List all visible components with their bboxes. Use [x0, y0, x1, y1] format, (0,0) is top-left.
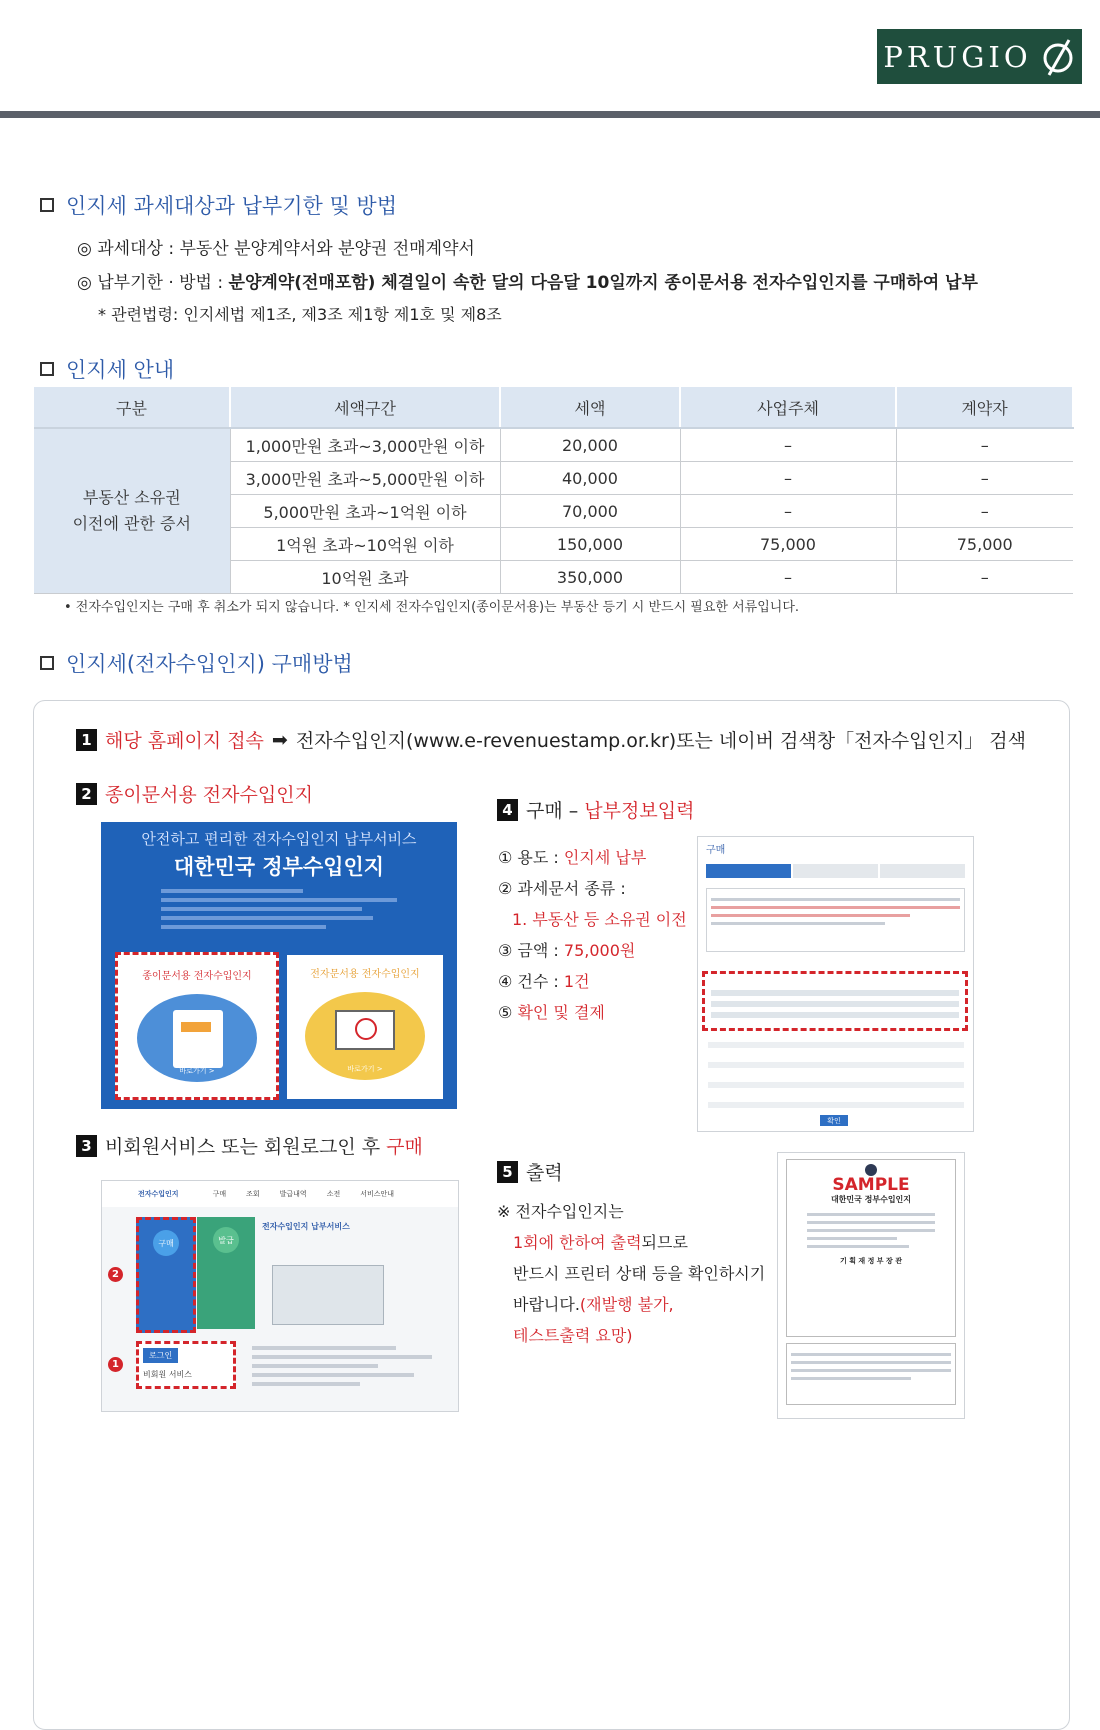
category-cell [34, 428, 230, 594]
category-line: 부동산 소유권 [82, 488, 181, 507]
payment-info-highlight[interactable] [702, 971, 968, 1031]
deadline-line [77, 268, 1077, 293]
site-name: 전자수입인지 [138, 1190, 179, 1198]
card-paper-stamp[interactable] [115, 952, 279, 1100]
login-highlight[interactable] [136, 1341, 236, 1389]
checkbox-square-icon [40, 362, 54, 376]
step4-title: 구매 – 납부정보입력 [526, 800, 695, 822]
card-paper-title: 종이문서용 전자수입인지 [142, 971, 252, 982]
sample-subtitle: 대한민국 정부수입인지 [830, 1195, 912, 1204]
table-footnote: • 전자수입인지는 구매 후 취소가 되지 않습니다. * 인지세 전자수입인지(종이문서용)는 부동산 등기 시 반드시 필요한 서류입니다. [64, 600, 800, 615]
prugio-emblem-icon [1040, 37, 1076, 77]
count-item: ④ 건수 : 1건 [498, 972, 590, 991]
section-title-purchase [40, 648, 353, 678]
contractor-cell: – [896, 462, 1073, 495]
range-cell: 1,000만원 초과~3,000만원 이하 [230, 428, 500, 462]
section-title-tax-guide [40, 354, 174, 384]
range-cell: 10억원 초과 [230, 561, 500, 594]
step-5 [497, 1158, 563, 1185]
business-cell: – [680, 561, 896, 594]
step-number: 5 [497, 1161, 518, 1183]
site-hero-text: 전자수입인지 납부서비스 [262, 1222, 350, 1231]
step-3 [76, 1132, 423, 1159]
business-cell: – [680, 428, 896, 462]
banner-subtitle: 안전하고 편리한 전자수입인지 납부서비스 [141, 830, 417, 848]
issue-button[interactable]: 발급 [213, 1227, 239, 1253]
doc-type-value: 1. 부동산 등 소유권 이전 [512, 910, 687, 929]
table-row [34, 428, 1073, 462]
step5-line: ※ 전자수입인지는 [497, 1202, 624, 1221]
login-button[interactable]: 로그인 [143, 1348, 178, 1363]
sample-stamp-screenshot [777, 1152, 965, 1419]
nav-item[interactable]: 소전 [326, 1190, 341, 1198]
step5-line: 1회에 한하여 출력되므로 [513, 1233, 688, 1252]
range-cell: 5,000만원 초과~1억원 이하 [230, 495, 500, 528]
header-divider [0, 111, 1100, 118]
step3-text: 비회원서비스 또는 회원로그인 후 구매 [105, 1136, 423, 1158]
guest-button[interactable]: 비회원 서비스 [143, 1370, 192, 1379]
nav-item[interactable]: 발급내역 [279, 1190, 307, 1198]
col-header-contractor: 계약자 [896, 387, 1073, 428]
stamp-frame [786, 1159, 956, 1337]
tax-target-line: ◎ 과세대상 : 부동산 분양계약서와 분양권 전매계약서 [77, 239, 475, 259]
tax-cell: 70,000 [500, 495, 680, 528]
logo-text: PRUGIO [883, 39, 1032, 74]
tax-cell: 20,000 [500, 428, 680, 462]
step2-title: 종이문서용 전자수입인지 [105, 784, 313, 806]
banner-title: 대한민국 정부수입인지 [173, 855, 385, 879]
col-header-range: 세액구간 [230, 387, 500, 428]
step-number: 1 [76, 729, 97, 751]
checkbox-square-icon [40, 656, 54, 670]
table-header-row [34, 387, 1073, 428]
marker-2: 2 [108, 1267, 123, 1282]
buy-button-highlight[interactable] [136, 1217, 196, 1333]
contractor-cell: – [896, 495, 1073, 528]
nav-item[interactable]: 구매 [212, 1190, 227, 1198]
step5-line: 테스트출력 요망) [513, 1326, 633, 1345]
nav-item[interactable]: 서비스안내 [360, 1190, 395, 1198]
issue-panel[interactable] [197, 1217, 255, 1329]
purpose-item: ① 용도 : 인지세 납부 [498, 848, 647, 867]
revenue-stamp-banner [101, 822, 457, 1109]
confirm-button[interactable]: 확인 [820, 1115, 848, 1126]
business-cell: – [680, 495, 896, 528]
purchase-form-screenshot [697, 836, 974, 1132]
step-1 [76, 726, 1026, 753]
step1-red-text: 해당 홈페이지 접속 [105, 730, 264, 752]
col-header-tax: 세액 [500, 387, 680, 428]
form-steps [706, 864, 965, 878]
col-header-category: 구분 [34, 387, 230, 428]
doc-type-label: ② 과세문서 종류 : [498, 879, 626, 898]
section-title-text: 인지세 안내 [66, 358, 175, 382]
buy-button[interactable]: 구매 [153, 1230, 179, 1256]
prugio-logo [877, 29, 1082, 84]
step1-text: 전자수입인지(www.e-revenuestamp.or.kr)또는 네이버 검색창「전자수입인지」 검색 [295, 730, 1026, 752]
step-2 [76, 780, 313, 807]
site-screenshot [101, 1180, 459, 1412]
nav-item[interactable]: 조회 [246, 1190, 260, 1198]
step-number: 3 [76, 1135, 97, 1157]
tax-cell: 40,000 [500, 462, 680, 495]
business-cell: – [680, 462, 896, 495]
range-cell: 3,000만원 초과~5,000만원 이하 [230, 462, 500, 495]
contractor-cell: 75,000 [896, 528, 1073, 561]
step5-text [497, 1196, 765, 1351]
step5-line: 바랍니다.(재발행 불가, [513, 1295, 674, 1314]
deadline-label: ◎ 납부기한 · 방법 : [77, 273, 229, 293]
step5-line: 반드시 프린터 상태 등을 확인하시기 [513, 1264, 766, 1283]
checkbox-square-icon [40, 198, 54, 212]
card-digital-stamp[interactable] [287, 955, 443, 1099]
sample-label: SAMPLE [832, 1175, 910, 1195]
ministry-name: 기 획 재 정 부 장 관 [840, 1257, 902, 1265]
stamp-notes [786, 1343, 956, 1405]
form-notice [706, 888, 965, 952]
confirm-item: ⑤ 확인 및 결제 [498, 1003, 605, 1022]
contractor-cell: – [896, 561, 1073, 594]
section-title-text: 인지세 과세대상과 납부기한 및 방법 [66, 194, 397, 218]
step-4 [497, 796, 694, 823]
step5-title: 출력 [526, 1162, 563, 1184]
section-title-tax-target [40, 190, 397, 220]
step4-items [498, 842, 687, 1028]
card-digital-button[interactable]: 바로가기 > [347, 1065, 383, 1073]
business-cell: 75,000 [680, 528, 896, 561]
step-number: 4 [497, 799, 518, 821]
site-notice-list [252, 1341, 432, 1391]
amount-item: ③ 금액 : 75,000원 [498, 941, 636, 960]
site-nav-bar [102, 1181, 458, 1207]
card-paper-button[interactable]: 바로가기 > [179, 1067, 215, 1075]
tax-cell: 350,000 [500, 561, 680, 594]
step-number: 2 [76, 783, 97, 805]
form-rows [708, 1037, 964, 1113]
form-title: 구매 [706, 845, 726, 856]
card-digital-title: 전자문서용 전자수입인지 [310, 969, 420, 980]
law-reference: * 관련법령: 인지세법 제1조, 제3조 제1항 제1호 및 제8조 [98, 305, 502, 324]
marker-1: 1 [108, 1357, 123, 1372]
tax-table [34, 387, 1074, 594]
section-title-text: 인지세(전자수입인지) 구매방법 [66, 652, 353, 676]
col-header-business: 사업주체 [680, 387, 896, 428]
category-line: 이전에 관한 증서 [72, 514, 191, 533]
deadline-text: 분양계약(전매포함) 체결일이 속한 달의 다음달 10일까지 종이문서용 전자수입인지를 구매하여 납부 [228, 273, 978, 293]
tax-cell: 150,000 [500, 528, 680, 561]
contractor-cell: – [896, 428, 1073, 462]
arrow-right-icon: ➡ [271, 728, 288, 751]
range-cell: 1억원 초과~10억원 이하 [230, 528, 500, 561]
laptop-illustration [272, 1265, 384, 1325]
banner-description [161, 889, 397, 929]
